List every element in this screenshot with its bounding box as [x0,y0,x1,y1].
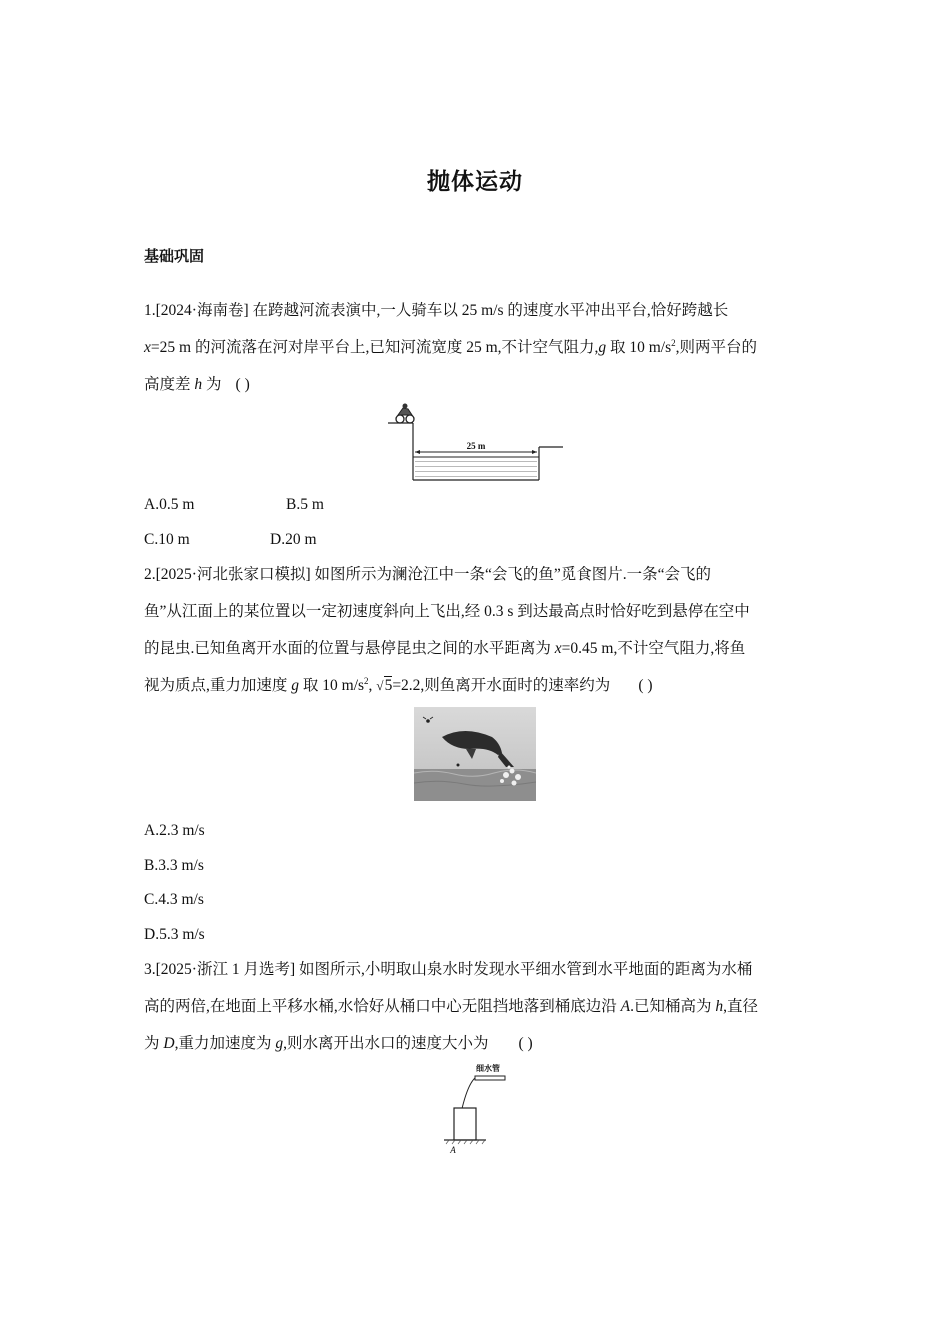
q2-line-4: 视为质点,重力加速度 g 取 10 $m/s^2$, √5=2.2,则鱼离开水面时的速率约为 ( ) [144,675,653,694]
point-a-label: A [450,1145,456,1155]
page-title: 抛体运动 [427,169,523,195]
q2-option-d[interactable]: D.5.3 m/s [144,926,205,943]
q2-option-b[interactable]: B.3.3 m/s [144,857,204,874]
q1-river-figure [385,403,565,483]
answer-blank: ( ) [235,376,250,393]
q2-option-a[interactable]: A.2.3 m/s [144,822,205,839]
q2-line-1: 2.[2025·河北张家口模拟] 如图所示为澜沧江中一条“会飞的鱼”觅食图片.一条“会飞的 [144,566,712,583]
q2-line-3: 的昆虫.已知鱼离开水面的位置与悬停昆虫之间的水平距离为 x=0.45 m,不计空气阻力,将鱼 [144,640,746,657]
q2-flying-fish-photo [414,707,536,801]
var-h: h [194,376,203,393]
pipe-label: 细水管 [476,1064,500,1073]
q2-line-2: 鱼”从江面上的某位置以一定初速度斜向上飞出,经 0.3 s 到达最高点时恰好吃到悬停在空中 [144,603,750,620]
q1-line-1: 1.[2024·海南卷] 在跨越河流表演中,一人骑车以 25 m/s 的速度水平冲出平台,恰好跨越长 [144,302,729,319]
q1-option-c[interactable]: C.10 m [144,531,190,548]
section-heading: 基础巩固 [144,247,205,265]
insect-icon [457,764,460,767]
answer-blank: ( ) [518,1035,533,1052]
sqrt-5: √5 [376,677,393,694]
var-g: g [598,339,607,356]
q1-option-b[interactable]: B.5 m [286,496,324,513]
q1-option-a[interactable]: A.0.5 m [144,496,195,513]
q1-line-2: x=25 m 的河流落在河对岸平台上,已知河流宽度 25 m,不计空气阻力,g 取 10 $m/s^2$,则两平台的 [144,337,758,356]
var-x: x [144,339,151,356]
q1-line-3: 高度差 h 为 ( ) [144,376,250,393]
width-label: 25 m [466,441,486,451]
q1-option-d[interactable]: D.20 m [270,531,317,548]
q3-line-1: 3.[2025·浙江 1 月选考] 如图所示,小明取山泉水时发现水平细水管到水平地面的距离为水桶 [144,961,753,978]
answer-blank: ( ) [638,677,653,694]
q3-bucket-figure [440,1060,510,1155]
q3-line-2: 高的两倍,在地面上平移水桶,水恰好从桶口中心无阻挡地落到桶底边沿 A.已知桶高为 h,直径 [144,998,759,1015]
q3-line-3: 为 D,重力加速度为 g,则水离开出水口的速度大小为 ( ) [144,1035,533,1052]
q2-option-c[interactable]: C.4.3 m/s [144,891,204,908]
motorcycle-rider-icon [396,404,414,424]
